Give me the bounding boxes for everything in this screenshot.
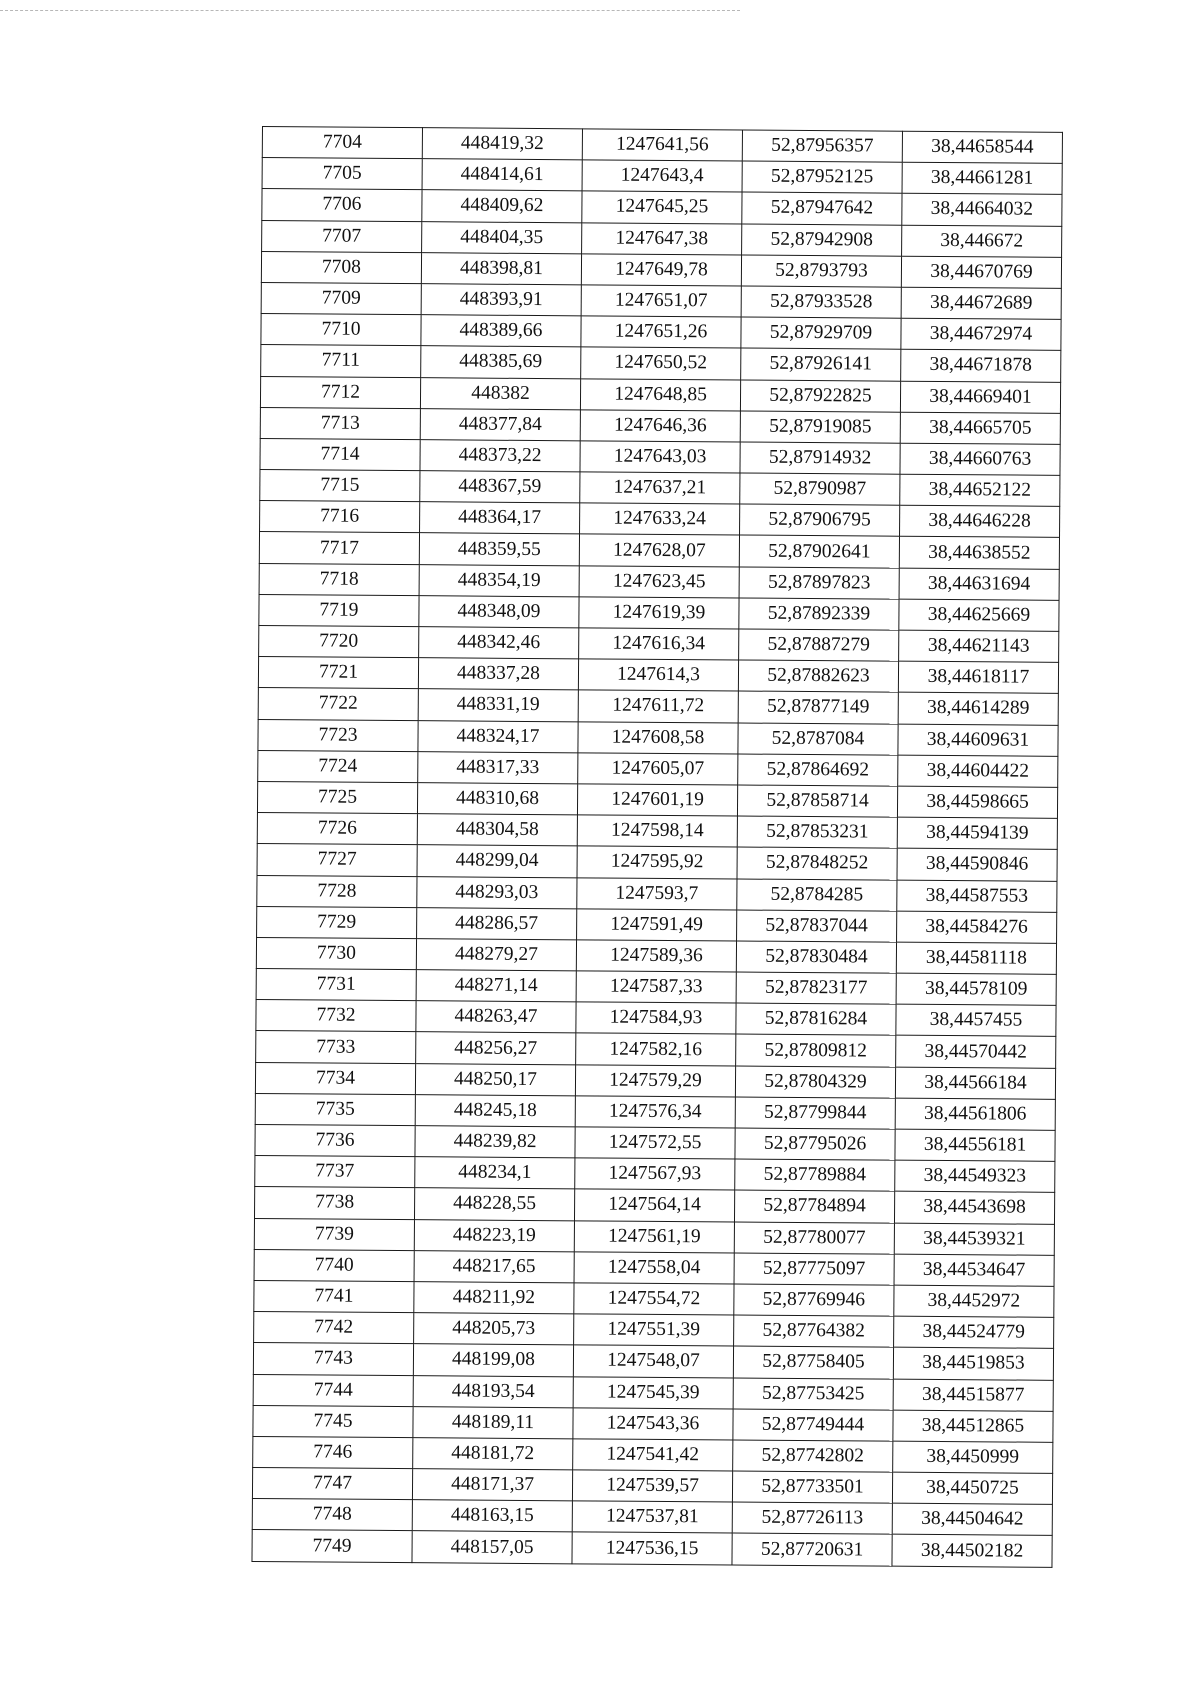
longitude-cell: 38,44584276 bbox=[897, 911, 1057, 943]
point-number-cell: 7707 bbox=[262, 220, 422, 252]
point-number-cell: 7740 bbox=[254, 1249, 414, 1281]
x-coordinate-cell: 448389,66 bbox=[421, 315, 581, 347]
point-number-cell: 7716 bbox=[260, 501, 420, 533]
latitude-cell: 52,87789884 bbox=[735, 1159, 895, 1191]
longitude-cell: 38,44594139 bbox=[897, 817, 1057, 849]
x-coordinate-cell: 448317,33 bbox=[418, 751, 578, 783]
x-coordinate-cell: 448256,27 bbox=[416, 1032, 576, 1064]
longitude-cell: 38,44539321 bbox=[894, 1223, 1054, 1255]
y-coordinate-cell: 1247649,78 bbox=[581, 254, 741, 286]
point-number-cell: 7732 bbox=[256, 1000, 416, 1032]
x-coordinate-cell: 448181,72 bbox=[413, 1438, 573, 1470]
y-coordinate-cell: 1247554,72 bbox=[574, 1283, 734, 1315]
y-coordinate-cell: 1247605,07 bbox=[578, 753, 738, 785]
point-number-cell: 7712 bbox=[260, 376, 420, 408]
x-coordinate-cell: 448404,35 bbox=[422, 221, 582, 253]
latitude-cell: 52,87758405 bbox=[733, 1346, 893, 1378]
x-coordinate-cell: 448163,15 bbox=[412, 1500, 572, 1532]
latitude-cell: 52,8784285 bbox=[737, 879, 897, 911]
point-number-cell: 7708 bbox=[261, 251, 421, 283]
latitude-cell: 52,87726113 bbox=[732, 1502, 892, 1534]
x-coordinate-cell: 448337,28 bbox=[418, 658, 578, 690]
latitude-cell: 52,87926141 bbox=[741, 348, 901, 380]
x-coordinate-cell: 448419,32 bbox=[422, 128, 582, 160]
latitude-cell: 52,87956357 bbox=[742, 130, 902, 162]
x-coordinate-cell: 448354,19 bbox=[419, 564, 579, 596]
x-coordinate-cell: 448286,57 bbox=[417, 907, 577, 939]
point-number-cell: 7742 bbox=[254, 1312, 414, 1344]
longitude-cell: 38,4457455 bbox=[896, 1004, 1056, 1036]
x-coordinate-cell: 448211,92 bbox=[414, 1282, 574, 1314]
longitude-cell: 38,44598665 bbox=[897, 786, 1057, 818]
x-coordinate-cell: 448393,91 bbox=[421, 284, 581, 316]
point-number-cell: 7738 bbox=[254, 1187, 414, 1219]
latitude-cell: 52,87837044 bbox=[737, 910, 897, 942]
latitude-cell: 52,87769946 bbox=[734, 1284, 894, 1316]
y-coordinate-cell: 1247616,34 bbox=[579, 628, 739, 660]
y-coordinate-cell: 1247537,81 bbox=[572, 1501, 732, 1533]
y-coordinate-cell: 1247551,39 bbox=[574, 1314, 734, 1346]
longitude-cell: 38,44556181 bbox=[895, 1129, 1055, 1161]
table-row bbox=[252, 1530, 1052, 1567]
y-coordinate-cell: 1247536,15 bbox=[572, 1532, 732, 1564]
latitude-cell: 52,87877149 bbox=[738, 691, 898, 723]
point-number-cell: 7730 bbox=[256, 937, 416, 969]
latitude-cell: 52,87942908 bbox=[742, 224, 902, 256]
point-number-cell: 7737 bbox=[255, 1156, 415, 1188]
point-number-cell: 7731 bbox=[256, 969, 416, 1001]
y-coordinate-cell: 1247561,19 bbox=[574, 1220, 734, 1252]
point-number-cell: 7726 bbox=[257, 813, 417, 845]
point-number-cell: 7734 bbox=[255, 1062, 415, 1094]
x-coordinate-cell: 448398,81 bbox=[421, 252, 581, 284]
y-coordinate-cell: 1247641,56 bbox=[582, 129, 742, 161]
latitude-cell: 52,87733501 bbox=[732, 1471, 892, 1503]
y-coordinate-cell: 1247628,07 bbox=[579, 534, 739, 566]
y-coordinate-cell: 1247591,49 bbox=[577, 909, 737, 941]
latitude-cell: 52,87749444 bbox=[733, 1409, 893, 1441]
latitude-cell: 52,87933528 bbox=[741, 286, 901, 318]
x-coordinate-cell: 448171,37 bbox=[412, 1469, 572, 1501]
latitude-cell: 52,87919085 bbox=[740, 411, 900, 443]
x-coordinate-cell: 448310,68 bbox=[417, 783, 577, 815]
longitude-cell: 38,44515877 bbox=[893, 1379, 1053, 1411]
x-coordinate-cell: 448217,65 bbox=[414, 1250, 574, 1282]
x-coordinate-cell: 448239,82 bbox=[415, 1126, 575, 1158]
point-number-cell: 7746 bbox=[253, 1436, 413, 1468]
longitude-cell: 38,44561806 bbox=[895, 1098, 1055, 1130]
point-number-cell: 7713 bbox=[260, 407, 420, 439]
y-coordinate-cell: 1247637,21 bbox=[580, 472, 740, 504]
point-number-cell: 7736 bbox=[255, 1124, 415, 1156]
y-coordinate-cell: 1247584,93 bbox=[576, 1002, 736, 1034]
y-coordinate-cell: 1247576,34 bbox=[575, 1096, 735, 1128]
x-coordinate-cell: 448271,14 bbox=[416, 970, 576, 1002]
longitude-cell: 38,44502182 bbox=[892, 1535, 1052, 1567]
point-number-cell: 7747 bbox=[252, 1468, 412, 1500]
latitude-cell: 52,87780077 bbox=[734, 1222, 894, 1254]
scan-edge-line bbox=[0, 10, 740, 11]
latitude-cell: 52,8787084 bbox=[738, 723, 898, 755]
longitude-cell: 38,44543698 bbox=[894, 1192, 1054, 1224]
x-coordinate-cell: 448193,54 bbox=[413, 1375, 573, 1407]
y-coordinate-cell: 1247619,39 bbox=[579, 597, 739, 629]
longitude-cell: 38,44590846 bbox=[897, 848, 1057, 880]
longitude-cell: 38,44671878 bbox=[901, 350, 1061, 382]
point-number-cell: 7711 bbox=[261, 345, 421, 377]
y-coordinate-cell: 1247541,42 bbox=[573, 1439, 733, 1471]
point-number-cell: 7745 bbox=[253, 1405, 413, 1437]
longitude-cell: 38,44670769 bbox=[901, 256, 1061, 288]
x-coordinate-cell: 448245,18 bbox=[415, 1094, 575, 1126]
y-coordinate-cell: 1247643,03 bbox=[580, 441, 740, 473]
y-coordinate-cell: 1247582,16 bbox=[576, 1033, 736, 1065]
x-coordinate-cell: 448367,59 bbox=[420, 471, 580, 503]
y-coordinate-cell: 1247646,36 bbox=[580, 410, 740, 442]
longitude-cell: 38,44566184 bbox=[895, 1067, 1055, 1099]
x-coordinate-cell: 448324,17 bbox=[418, 720, 578, 752]
x-coordinate-cell: 448359,55 bbox=[419, 533, 579, 565]
x-coordinate-cell: 448348,09 bbox=[419, 595, 579, 627]
y-coordinate-cell: 1247539,57 bbox=[572, 1470, 732, 1502]
y-coordinate-cell: 1247548,07 bbox=[573, 1345, 733, 1377]
latitude-cell: 52,8790987 bbox=[740, 473, 900, 505]
point-number-cell: 7744 bbox=[253, 1374, 413, 1406]
longitude-cell: 38,44581118 bbox=[896, 942, 1056, 974]
x-coordinate-cell: 448414,61 bbox=[422, 159, 582, 191]
latitude-cell: 52,87823177 bbox=[736, 972, 896, 1004]
y-coordinate-cell: 1247587,33 bbox=[576, 971, 736, 1003]
y-coordinate-cell: 1247651,07 bbox=[581, 285, 741, 317]
point-number-cell: 7727 bbox=[257, 844, 417, 876]
x-coordinate-cell: 448199,08 bbox=[413, 1344, 573, 1376]
point-number-cell: 7735 bbox=[255, 1093, 415, 1125]
point-number-cell: 7717 bbox=[259, 532, 419, 564]
x-coordinate-cell: 448263,47 bbox=[416, 1001, 576, 1033]
latitude-cell: 52,87887279 bbox=[739, 629, 899, 661]
point-number-cell: 7718 bbox=[259, 563, 419, 595]
longitude-cell: 38,44665705 bbox=[900, 412, 1060, 444]
point-number-cell: 7709 bbox=[261, 282, 421, 314]
y-coordinate-cell: 1247579,29 bbox=[575, 1064, 735, 1096]
y-coordinate-cell: 1247567,93 bbox=[575, 1158, 735, 1190]
x-coordinate-cell: 448234,1 bbox=[415, 1157, 575, 1189]
y-coordinate-cell: 1247611,72 bbox=[578, 690, 738, 722]
point-number-cell: 7729 bbox=[257, 906, 417, 938]
point-number-cell: 7706 bbox=[262, 189, 422, 221]
longitude-cell: 38,44614289 bbox=[898, 693, 1058, 725]
y-coordinate-cell: 1247648,85 bbox=[580, 378, 740, 410]
y-coordinate-cell: 1247645,25 bbox=[582, 191, 742, 223]
coordinate-table-body bbox=[252, 127, 1062, 1567]
latitude-cell: 52,87720631 bbox=[732, 1533, 892, 1565]
point-number-cell: 7710 bbox=[261, 314, 421, 346]
longitude-cell: 38,44621143 bbox=[899, 630, 1059, 662]
y-coordinate-cell: 1247647,38 bbox=[582, 222, 742, 254]
longitude-cell: 38,44524779 bbox=[894, 1316, 1054, 1348]
x-coordinate-cell: 448157,05 bbox=[412, 1531, 572, 1563]
latitude-cell: 52,87753425 bbox=[733, 1377, 893, 1409]
longitude-cell: 38,44625669 bbox=[899, 599, 1059, 631]
y-coordinate-cell: 1247608,58 bbox=[578, 721, 738, 753]
latitude-cell: 52,87853231 bbox=[737, 816, 897, 848]
longitude-cell: 38,44570442 bbox=[896, 1036, 1056, 1068]
latitude-cell: 52,87809812 bbox=[736, 1034, 896, 1066]
latitude-cell: 52,87799844 bbox=[735, 1097, 895, 1129]
y-coordinate-cell: 1247633,24 bbox=[580, 503, 740, 535]
latitude-cell: 52,87914932 bbox=[740, 442, 900, 474]
point-number-cell: 7724 bbox=[258, 750, 418, 782]
latitude-cell: 52,87906795 bbox=[740, 504, 900, 536]
longitude-cell: 38,44549323 bbox=[895, 1160, 1055, 1192]
point-number-cell: 7749 bbox=[252, 1530, 412, 1562]
point-number-cell: 7739 bbox=[254, 1218, 414, 1250]
y-coordinate-cell: 1247593,7 bbox=[577, 877, 737, 909]
longitude-cell: 38,4450999 bbox=[893, 1441, 1053, 1473]
longitude-cell: 38,44578109 bbox=[896, 973, 1056, 1005]
longitude-cell: 38,4452972 bbox=[894, 1285, 1054, 1317]
longitude-cell: 38,44661281 bbox=[902, 162, 1062, 194]
y-coordinate-cell: 1247651,26 bbox=[581, 316, 741, 348]
longitude-cell: 38,44504642 bbox=[892, 1503, 1052, 1535]
y-coordinate-cell: 1247623,45 bbox=[579, 565, 739, 597]
x-coordinate-cell: 448299,04 bbox=[417, 845, 577, 877]
y-coordinate-cell: 1247589,36 bbox=[576, 940, 736, 972]
longitude-cell: 38,44512865 bbox=[893, 1410, 1053, 1442]
coordinate-table bbox=[251, 126, 1063, 1567]
latitude-cell: 52,87804329 bbox=[735, 1066, 895, 1098]
longitude-cell: 38,44672689 bbox=[901, 287, 1061, 319]
latitude-cell: 52,87742802 bbox=[733, 1440, 893, 1472]
longitude-cell: 38,44652122 bbox=[900, 474, 1060, 506]
latitude-cell: 52,87882623 bbox=[738, 660, 898, 692]
latitude-cell: 52,87848252 bbox=[737, 847, 897, 879]
point-number-cell: 7721 bbox=[258, 657, 418, 689]
x-coordinate-cell: 448279,27 bbox=[416, 939, 576, 971]
point-number-cell: 7723 bbox=[258, 719, 418, 751]
longitude-cell: 38,446672 bbox=[902, 225, 1062, 257]
point-number-cell: 7748 bbox=[252, 1499, 412, 1531]
x-coordinate-cell: 448364,17 bbox=[420, 502, 580, 534]
x-coordinate-cell: 448382 bbox=[420, 377, 580, 409]
y-coordinate-cell: 1247572,55 bbox=[575, 1127, 735, 1159]
point-number-cell: 7720 bbox=[259, 625, 419, 657]
y-coordinate-cell: 1247598,14 bbox=[577, 815, 737, 847]
latitude-cell: 52,87864692 bbox=[738, 754, 898, 786]
point-number-cell: 7722 bbox=[258, 688, 418, 720]
coordinate-table-container bbox=[251, 126, 1063, 1567]
x-coordinate-cell: 448189,11 bbox=[413, 1406, 573, 1438]
point-number-cell: 7715 bbox=[260, 470, 420, 502]
y-coordinate-cell: 1247601,19 bbox=[577, 784, 737, 816]
longitude-cell: 38,44604422 bbox=[898, 755, 1058, 787]
x-coordinate-cell: 448228,55 bbox=[414, 1188, 574, 1220]
y-coordinate-cell: 1247650,52 bbox=[581, 347, 741, 379]
longitude-cell: 38,44618117 bbox=[898, 661, 1058, 693]
point-number-cell: 7705 bbox=[262, 158, 422, 190]
longitude-cell: 38,44672974 bbox=[901, 318, 1061, 350]
y-coordinate-cell: 1247595,92 bbox=[577, 846, 737, 878]
longitude-cell: 38,44669401 bbox=[900, 381, 1060, 413]
x-coordinate-cell: 448409,62 bbox=[422, 190, 582, 222]
x-coordinate-cell: 448293,03 bbox=[417, 876, 577, 908]
latitude-cell: 52,87947642 bbox=[742, 192, 902, 224]
point-number-cell: 7733 bbox=[256, 1031, 416, 1063]
y-coordinate-cell: 1247564,14 bbox=[574, 1189, 734, 1221]
x-coordinate-cell: 448250,17 bbox=[415, 1063, 575, 1095]
y-coordinate-cell: 1247643,4 bbox=[582, 160, 742, 192]
latitude-cell: 52,87858714 bbox=[737, 785, 897, 817]
latitude-cell: 52,87902641 bbox=[739, 535, 899, 567]
latitude-cell: 52,87775097 bbox=[734, 1253, 894, 1285]
x-coordinate-cell: 448205,73 bbox=[414, 1313, 574, 1345]
latitude-cell: 52,87830484 bbox=[736, 941, 896, 973]
longitude-cell: 38,44587553 bbox=[897, 880, 1057, 912]
x-coordinate-cell: 448331,19 bbox=[418, 689, 578, 721]
longitude-cell: 38,44631694 bbox=[899, 568, 1059, 600]
longitude-cell: 38,44646228 bbox=[900, 505, 1060, 537]
x-coordinate-cell: 448373,22 bbox=[420, 440, 580, 472]
point-number-cell: 7728 bbox=[257, 875, 417, 907]
point-number-cell: 7741 bbox=[254, 1280, 414, 1312]
latitude-cell: 52,87922825 bbox=[740, 380, 900, 412]
point-number-cell: 7725 bbox=[257, 781, 417, 813]
x-coordinate-cell: 448377,84 bbox=[420, 408, 580, 440]
point-number-cell: 7743 bbox=[253, 1343, 413, 1375]
point-number-cell: 7719 bbox=[259, 594, 419, 626]
longitude-cell: 38,44519853 bbox=[893, 1347, 1053, 1379]
x-coordinate-cell: 448342,46 bbox=[419, 627, 579, 659]
longitude-cell: 38,4450725 bbox=[892, 1472, 1052, 1504]
longitude-cell: 38,44660763 bbox=[900, 443, 1060, 475]
longitude-cell: 38,44534647 bbox=[894, 1254, 1054, 1286]
latitude-cell: 52,87795026 bbox=[735, 1128, 895, 1160]
latitude-cell: 52,87952125 bbox=[742, 161, 902, 193]
longitude-cell: 38,44609631 bbox=[898, 724, 1058, 756]
latitude-cell: 52,87784894 bbox=[734, 1190, 894, 1222]
latitude-cell: 52,87816284 bbox=[736, 1003, 896, 1035]
latitude-cell: 52,8793793 bbox=[741, 255, 901, 287]
x-coordinate-cell: 448223,19 bbox=[414, 1219, 574, 1251]
y-coordinate-cell: 1247614,3 bbox=[578, 659, 738, 691]
x-coordinate-cell: 448385,69 bbox=[421, 346, 581, 378]
longitude-cell: 38,44658544 bbox=[902, 131, 1062, 163]
y-coordinate-cell: 1247558,04 bbox=[574, 1252, 734, 1284]
latitude-cell: 52,87929709 bbox=[741, 317, 901, 349]
x-coordinate-cell: 448304,58 bbox=[417, 814, 577, 846]
point-number-cell: 7704 bbox=[262, 127, 422, 159]
latitude-cell: 52,87897823 bbox=[739, 567, 899, 599]
longitude-cell: 38,44664032 bbox=[902, 194, 1062, 226]
latitude-cell: 52,87764382 bbox=[734, 1315, 894, 1347]
latitude-cell: 52,87892339 bbox=[739, 598, 899, 630]
longitude-cell: 38,44638552 bbox=[899, 537, 1059, 569]
point-number-cell: 7714 bbox=[260, 438, 420, 470]
y-coordinate-cell: 1247545,39 bbox=[573, 1376, 733, 1408]
y-coordinate-cell: 1247543,36 bbox=[573, 1408, 733, 1440]
